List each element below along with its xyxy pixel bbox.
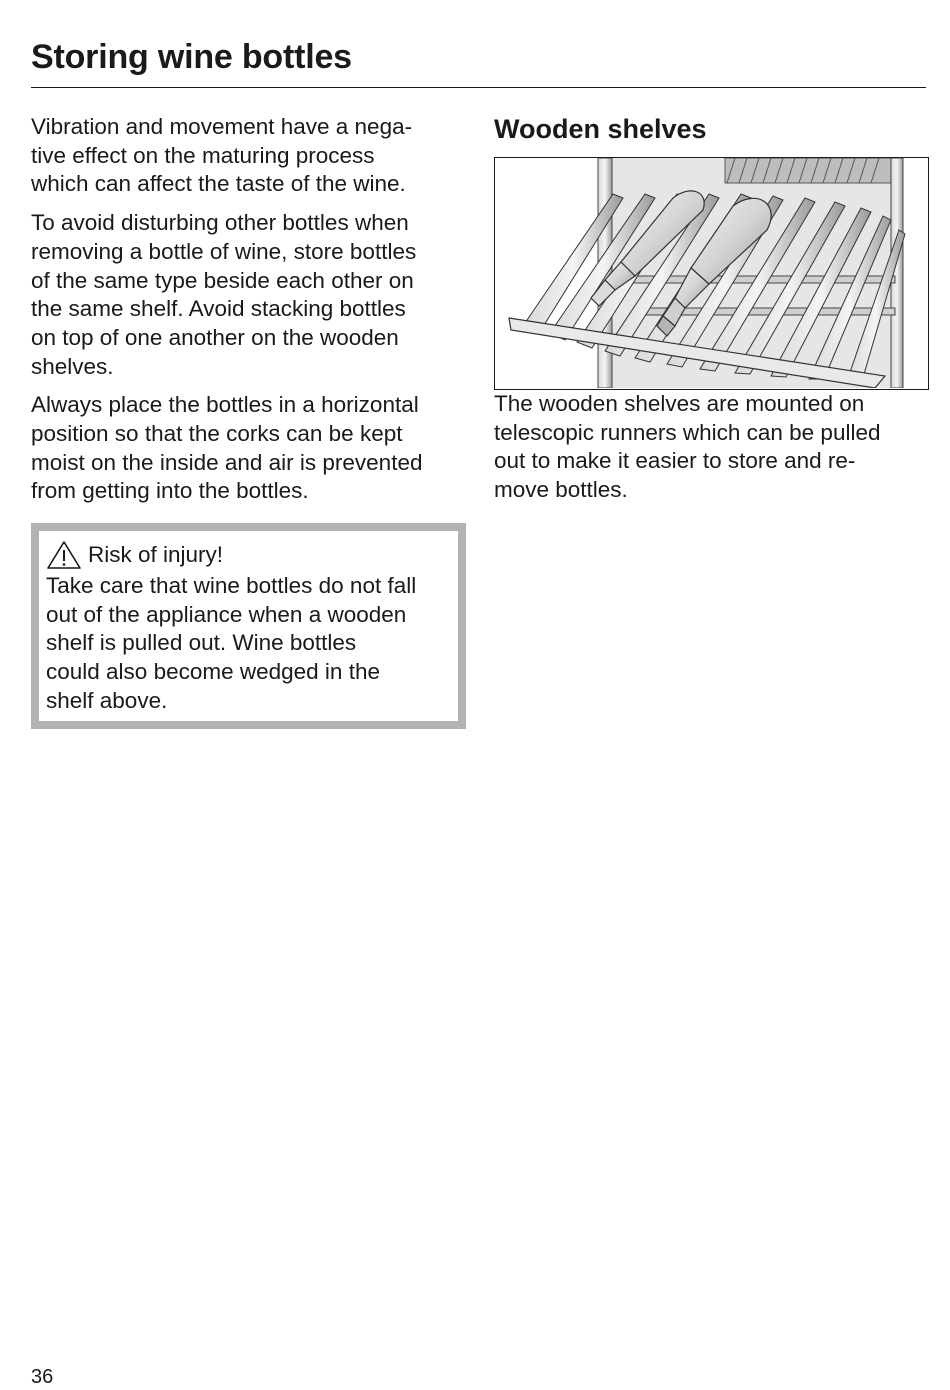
section-title: Wooden shelves — [494, 114, 707, 144]
warning-triangle-icon — [46, 540, 82, 570]
page-number: 36 — [31, 1366, 54, 1388]
right-column — [494, 113, 934, 515]
warning-box — [31, 523, 466, 729]
title-divider — [31, 87, 926, 88]
left-column — [31, 113, 471, 516]
warning-heading-row — [46, 540, 452, 570]
page-title: Storing wine bottles — [31, 38, 352, 76]
paragraph-same-type: To avoid disturbing other bottles when removing a bottle of wine, store bottles of the same type beside each other on the same shelf. Avoid stacking bottles on top of one another on the wooden shelves. — [31, 210, 417, 379]
paragraph-vibration: Vibration and movement have a nega- tive effect on the maturing process which can affect the taste of the wine. — [31, 114, 413, 197]
wooden-shelf-with-bottles-illustration — [494, 157, 929, 390]
warning-heading: Risk of injury! — [88, 541, 224, 567]
paragraph-horizontal: Always place the bottles in a horizontal position so that the corks can be kept moist on the inside and air is prevented from getting into the bottles. — [31, 392, 423, 504]
shelf-caption: The wooden shelves are mounted on telescopic runners which can be pulled out to make it easier to store and re- move bottles. — [494, 391, 881, 503]
warning-text: Take care that wine bottles do not fall out of the appliance when a wooden shelf is pulled out. Wine bottles could also become wedged in the shelf above. — [46, 573, 417, 713]
